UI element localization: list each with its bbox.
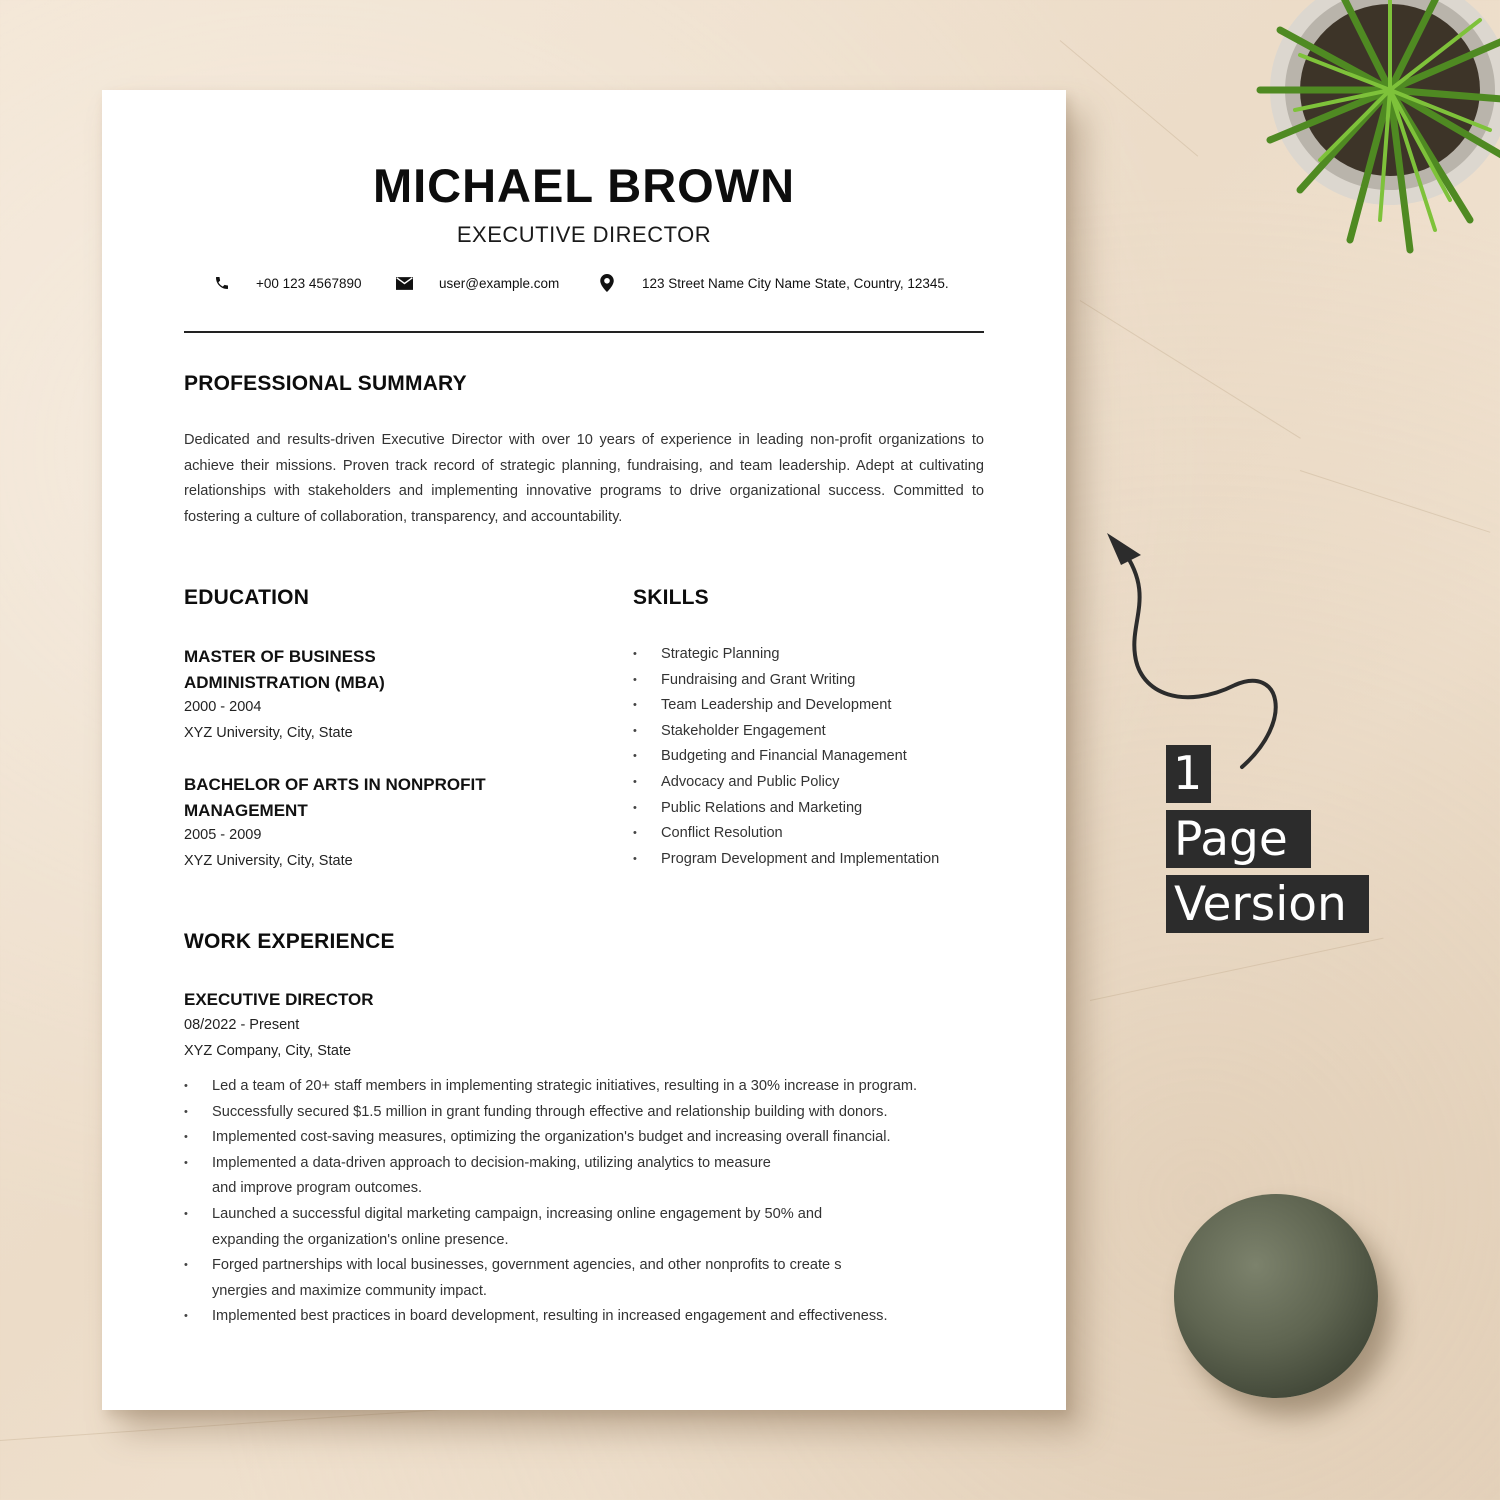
skill-item: • Team Leadership and Development [633, 693, 939, 719]
job-bullet: • Launched a successful digital marketing campaign, increasing online engagement by 50% and expanding the organization's online presence. [184, 1202, 984, 1253]
contact-email [396, 272, 559, 294]
skill-item: • Advocacy and Public Policy [633, 770, 939, 796]
education-heading: EDUCATION [184, 586, 310, 609]
degree-years: 2000 - 2004 [184, 699, 262, 715]
degree-title: BACHELOR OF ARTS IN NONPROFIT MANAGEMENT [184, 775, 486, 820]
candidate-title: EXECUTIVE DIRECTOR [456, 222, 712, 247]
header-divider [184, 331, 984, 333]
phone-icon [214, 275, 230, 291]
marble-vein [1090, 938, 1384, 1001]
phone-text: +00 123 4567890 [256, 275, 362, 291]
job-bullet: • Forged partnerships with local businesses, government agencies, and other nonprofits to create s ynergies and maximize community impact. [184, 1253, 984, 1304]
job-title: EXECUTIVE DIRECTOR [184, 990, 374, 1009]
job-bullets [184, 1074, 984, 1330]
degree-school: XYZ University, City, State [184, 853, 353, 869]
marble-vein [1080, 300, 1301, 439]
curved-arrow-icon [1095, 525, 1295, 775]
page-label-badge: Page [1166, 810, 1311, 868]
skill-item: • Stakeholder Engagement [633, 719, 939, 745]
resume-page [102, 90, 1066, 1410]
skill-item: • Budgeting and Financial Management [633, 744, 939, 770]
potted-plant [1240, 0, 1500, 260]
job-dates: 08/2022 - Present [184, 1017, 300, 1033]
job-bullet: • Successfully secured $1.5 million in grant funding through effective and relationship building with donors. [184, 1100, 984, 1126]
stone-ball [1174, 1194, 1378, 1398]
skill-item: • Fundraising and Grant Writing [633, 668, 939, 694]
skill-item: • Conflict Resolution [633, 821, 939, 847]
job-bullet: • Implemented cost-saving measures, optimizing the organization's budget and increasing overall financial. [184, 1125, 984, 1151]
skills-list [633, 642, 939, 872]
skill-item: • Public Relations and Marketing [633, 796, 939, 822]
skill-item: • Program Development and Implementation [633, 847, 939, 873]
email-text: user@example.com [439, 275, 560, 291]
envelope-icon [396, 277, 413, 290]
marble-vein [1300, 470, 1491, 533]
job-bullet: • Implemented best practices in board development, resulting in increased engagement and effectiveness. [184, 1304, 984, 1330]
summary-text: Dedicated and results-driven Executive Director with over 10 years of experience in leading non-profit organizations to achieve their missions. Proven track record of strategic planning, fundraising, and team leadership. Adept at cultivating relationships with stakeholders and implementing innovative programs to drive organizational success. Committed to fostering a culture of collaboration, transparency, and accountability. [184, 432, 984, 526]
degree-school: XYZ University, City, State [184, 725, 353, 741]
candidate-name: MICHAEL BROWN [372, 159, 796, 212]
degree-years: 2005 - 2009 [184, 827, 262, 843]
marble-vein [0, 1405, 499, 1441]
address-text: 123 Street Name City Name State, Country, 12345. [642, 275, 949, 291]
page-count-badge: 1 [1166, 745, 1211, 803]
skill-item: • Strategic Planning [633, 642, 939, 668]
summary-heading: PROFESSIONAL SUMMARY [184, 372, 467, 395]
job-bullet: • Led a team of 20+ staff members in implementing strategic initiatives, resulting in a 30% increase in program. [184, 1074, 984, 1100]
job-bullet: • Implemented a data-driven approach to decision-making, utilizing analytics to measure and improve program outcomes. [184, 1151, 984, 1202]
contact-address [600, 272, 949, 294]
marble-vein [1060, 40, 1199, 156]
contact-phone [214, 272, 361, 294]
degree-title: MASTER OF BUSINESS ADMINISTRATION (MBA) [184, 647, 385, 692]
version-label-badge: Version [1166, 875, 1369, 933]
map-pin-icon [600, 274, 614, 292]
skills-heading: SKILLS [633, 586, 709, 609]
experience-heading: WORK EXPERIENCE [184, 930, 395, 953]
job-company: XYZ Company, City, State [184, 1043, 352, 1059]
